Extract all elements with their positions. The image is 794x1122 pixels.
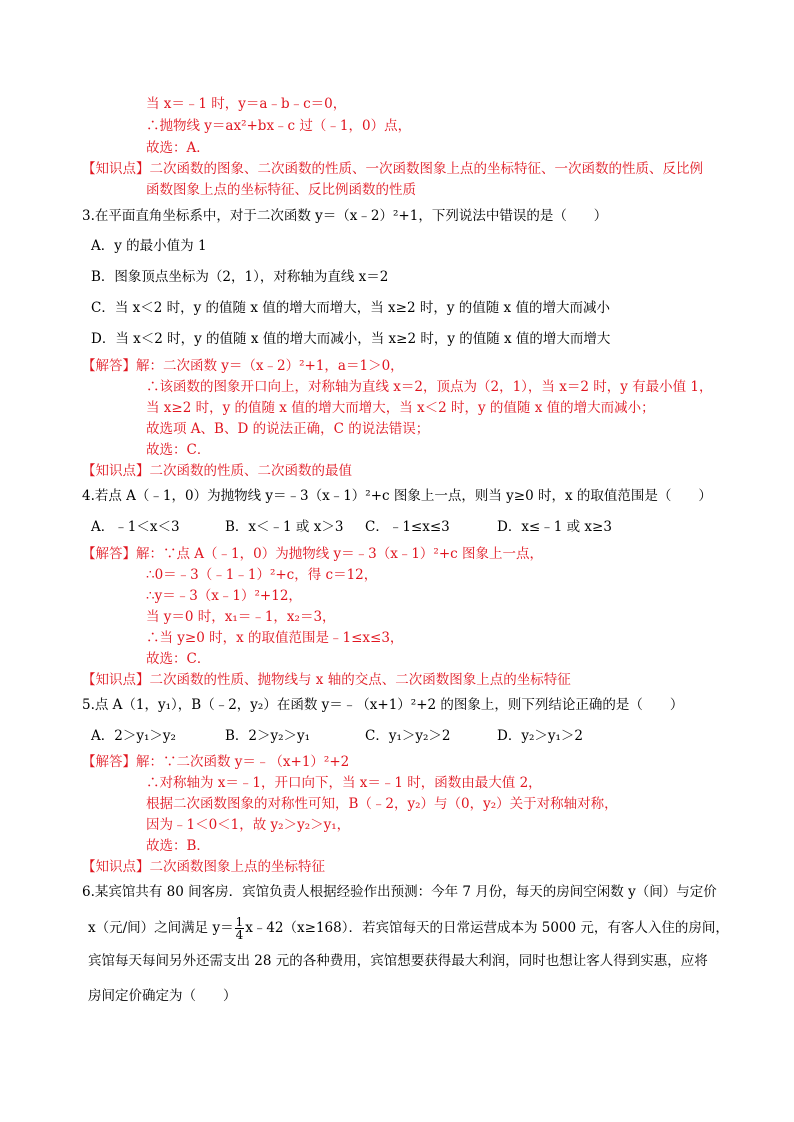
knowledge-point bbox=[82, 462, 352, 480]
knowledge-text: 二次函数的性质、抛物线与 x 轴的交点、二次函数图象上点的坐标特征 bbox=[149, 672, 571, 688]
q5-answer-first bbox=[82, 753, 349, 771]
answer-tag: 【解答】 bbox=[82, 546, 136, 562]
answer-line: 故选项 A、B、D 的说法正确，C 的说法错误； bbox=[146, 421, 430, 437]
stem-text: x（元/间）之间满足 y＝ bbox=[88, 920, 234, 936]
knowledge-tag: 【知识点】 bbox=[82, 672, 150, 688]
question-6-line4: 房间定价确定为（ ） bbox=[88, 988, 237, 1004]
answer-line: 解：∵点 A（﹣1，0）为抛物线 y＝﹣3（x﹣1）²+c 图象上一点， bbox=[136, 546, 544, 562]
answer-line: 故选：C． bbox=[146, 442, 211, 458]
knowledge-tag: 【知识点】 bbox=[82, 463, 150, 479]
answer-line: ∴当 y≥0 时，x 的取值范围是﹣1≤x≤3， bbox=[146, 630, 404, 646]
question-6-line3: 宾馆每天每间另外还需支出 28 元的各种费用，宾馆想要获得最大利润，同时也想让客人得到实惠，应将 bbox=[88, 953, 708, 969]
q3-option-c: C．当 x＜2 时，y 的值随 x 值的增大而增大，当 x≥2 时，y 的值随 x 值的增大而减小 bbox=[91, 300, 610, 316]
knowledge-text: 二次函数的图象、二次函数的性质、一次函数图象上点的坐标特征、一次函数的性质、反比例 bbox=[149, 161, 703, 177]
answer-line: 解：二次函数 y＝（x﹣2）²+1，a＝1＞0， bbox=[136, 358, 404, 374]
knowledge-text: 二次函数的性质、二次函数的最值 bbox=[149, 463, 352, 479]
question-4-stem: 4.若点 A（﹣1，0）为抛物线 y＝﹣3（x﹣1）²+c 图象上一点，则当 y≥0 时，x 的取值范围是（ ） bbox=[82, 488, 712, 504]
answer-line: 当 y＝0 时，x₁＝﹣1，x₂＝3， bbox=[146, 609, 336, 625]
q4-answer-first bbox=[82, 545, 543, 563]
q3-option-d: D．当 x＜2 时，y 的值随 x 值的增大而减小，当 x≥2 时，y 的值随 x 值的增大而增大 bbox=[91, 331, 611, 347]
answer-line: 故选：A． bbox=[146, 140, 210, 156]
q4-option-b: B．x＜﹣1 或 x＞3 bbox=[225, 519, 344, 535]
q5-option-d: D．y₂＞y₁＞2 bbox=[497, 728, 583, 744]
question-3-stem: 3.在平面直角坐标系中，对于二次函数 y＝（x﹣2）²+1，下列说法中错误的是（ ） bbox=[82, 208, 608, 224]
q5-option-c: C．y₁＞y₂＞2 bbox=[365, 728, 451, 744]
answer-line: ∴y＝﹣3（x﹣1）²+12， bbox=[146, 588, 302, 604]
knowledge-point bbox=[82, 858, 325, 876]
stem-text: x﹣42（x≥168）．若宾馆每天的日常运营成本为 5000 元，有客人入住的房间， bbox=[245, 920, 729, 936]
q4-option-a: A．﹣1＜x＜3 bbox=[91, 519, 180, 535]
q5-option-b: B．2＞y₂＞y₁ bbox=[225, 728, 311, 744]
question-5-stem: 5.点 A（1，y₁），B（﹣2，y₂）在函数 y＝﹣（x+1）²+2 的图象上，则下列结论正确的是（ ） bbox=[82, 697, 684, 713]
q3-option-b: B．图象顶点坐标为（2，1），对称轴为直线 x＝2 bbox=[91, 269, 389, 285]
fraction-denominator: 4 bbox=[235, 928, 244, 942]
knowledge-point bbox=[82, 160, 703, 178]
knowledge-tag: 【知识点】 bbox=[82, 859, 150, 875]
q3-option-a: A．y 的最小值为 1 bbox=[91, 238, 207, 254]
question-6-stem: 6.某宾馆共有 80 间客房．宾馆负责人根据经验作出预测：今年 7 月份，每天的房间空闲数 y（间）与定价 bbox=[82, 884, 717, 900]
knowledge-point bbox=[82, 671, 571, 689]
answer-line: ∴抛物线 y＝ax²+bx﹣c 过（﹣1，0）点， bbox=[146, 118, 412, 134]
answer-line: 解：∵二次函数 y＝﹣（x+1）²+2 bbox=[136, 754, 350, 770]
answer-line: ∴0＝﹣3（﹣1﹣1）²+c，得 c＝12， bbox=[146, 567, 378, 583]
q4-option-d: D．x≤﹣1 或 x≥3 bbox=[497, 519, 612, 535]
q5-option-a: A．2＞y₁＞y₂ bbox=[91, 728, 176, 744]
knowledge-tag: 【知识点】 bbox=[82, 161, 150, 177]
answer-tag: 【解答】 bbox=[82, 754, 136, 770]
fraction-numerator: 1 bbox=[235, 915, 244, 929]
answer-line: 因为﹣1＜0＜1，故 y₂＞y₂＞y₁， bbox=[146, 817, 351, 833]
q3-answer-first bbox=[82, 357, 404, 375]
question-6-line2 bbox=[88, 916, 729, 941]
answer-line: 故选：C． bbox=[146, 651, 211, 667]
answer-tag: 【解答】 bbox=[82, 358, 136, 374]
answer-line: ∴对称轴为 x＝﹣1，开口向下，当 x＝﹣1 时，函数由最大值 2， bbox=[146, 775, 542, 791]
answer-line: 故选：B． bbox=[146, 838, 210, 854]
knowledge-text: 二次函数图象上点的坐标特征 bbox=[149, 859, 325, 875]
answer-line: 根据二次函数图象的对称性可知，B（﹣2，y₂）与（0，y₂）关于对称轴对称， bbox=[146, 796, 618, 812]
q4-option-c: C．﹣1≤x≤3 bbox=[365, 519, 450, 535]
answer-line: ∴该函数的图象开口向上，对称轴为直线 x＝2，顶点为（2，1），当 x＝2 时，y 有最小值 1， bbox=[146, 379, 713, 395]
knowledge-text-cont: 函数图象上点的坐标特征、反比例函数的性质 bbox=[146, 182, 416, 198]
fraction-one-quarter bbox=[235, 916, 245, 941]
answer-line: 当 x≥2 时，y 的值随 x 值的增大而增大，当 x＜2 时，y 的值随 x 值的增大而减小； bbox=[146, 400, 655, 416]
answer-line: 当 x＝﹣1 时，y＝a﹣b﹣c＝0， bbox=[146, 96, 347, 112]
